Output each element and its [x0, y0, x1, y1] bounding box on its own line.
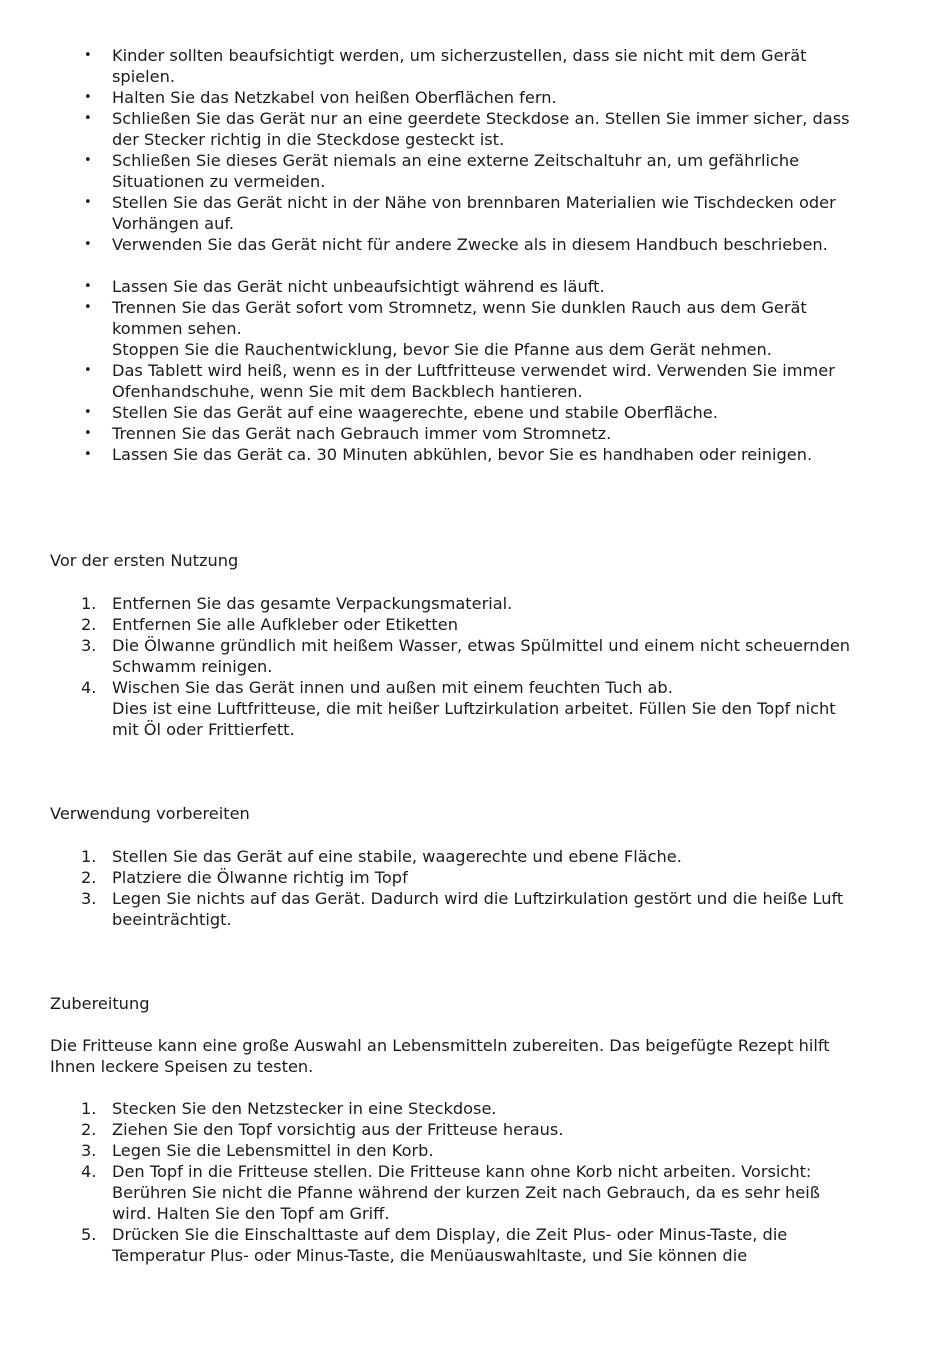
section-heading-cooking: Zubereitung [50, 994, 150, 1013]
bullet-marker: • [84, 237, 92, 252]
bullet-marker: • [84, 405, 92, 420]
step-number: 3. [81, 889, 97, 908]
list-item: Lassen Sie das Gerät nicht unbeaufsichtigt während es läuft. [112, 277, 605, 296]
section-heading-first-use: Vor der ersten Nutzung [50, 551, 239, 570]
step-number: 2. [81, 615, 97, 634]
step-text: Wischen Sie das Gerät innen und außen mit einem feuchten Tuch ab. [112, 678, 673, 697]
list-item: Verwenden Sie das Gerät nicht für andere Zwecke als in diesem Handbuch beschrieben. [112, 235, 828, 254]
bullet-marker: • [84, 90, 92, 105]
step-text: Den Topf in die Fritteuse stellen. Die Fritteuse kann ohne Korb nicht arbeiten. Vorsicht: Berühren Sie nicht die Pfanne während der kurzen Zeit nach Gebrauch, da es sehr heiß wird. Halten Sie den Topf am Griff. [112, 1162, 820, 1223]
step-text: Stellen Sie das Gerät auf eine stabile, waagerechte und ebene Fläche. [112, 847, 682, 866]
bullet-marker: • [84, 111, 92, 126]
bullet-marker: • [84, 195, 92, 210]
bullet-marker: • [84, 300, 92, 315]
bullet-marker: • [84, 426, 92, 441]
step-text: Platziere die Ölwanne richtig im Topf [112, 868, 408, 887]
step-number: 4. [81, 678, 97, 697]
step-number: 4. [81, 1162, 97, 1181]
step-text: Entfernen Sie alle Aufkleber oder Etiketten [112, 615, 458, 634]
step-number: 3. [81, 1141, 97, 1160]
step-number: 3. [81, 636, 97, 655]
list-item-continuation: Stoppen Sie die Rauchentwicklung, bevor Sie die Pfanne aus dem Gerät nehmen. [112, 340, 772, 359]
list-item: Halten Sie das Netzkabel von heißen Oberflächen fern. [112, 88, 557, 107]
step-text: Ziehen Sie den Topf vorsichtig aus der Fritteuse heraus. [112, 1120, 564, 1139]
section-heading-prepare: Verwendung vorbereiten [50, 804, 250, 823]
bullet-marker: • [84, 48, 92, 63]
list-item: Schließen Sie das Gerät nur an eine geerdete Steckdose an. Stellen Sie immer sicher, dass der Stecker richtig in die Steckdose gesteckt ist. [112, 109, 850, 149]
list-item: Schließen Sie dieses Gerät niemals an eine externe Zeitschaltuhr an, um gefährliche Situationen zu vermeiden. [112, 151, 800, 191]
bullet-marker: • [84, 447, 92, 462]
step-number: 1. [81, 1099, 97, 1118]
bullet-marker: • [84, 363, 92, 378]
step-note: Dies ist eine Luftfritteuse, die mit heißer Luftzirkulation arbeitet. Füllen Sie den Topf nicht mit Öl oder Frittierfett. [112, 699, 836, 739]
list-item: Trennen Sie das Gerät nach Gebrauch immer vom Stromnetz. [112, 424, 612, 443]
step-number: 1. [81, 847, 97, 866]
step-text: Drücken Sie die Einschalttaste auf dem Display, die Zeit Plus- oder Minus-Taste, die Temperatur Plus- oder Minus-Taste, die Menüauswahltaste, und Sie können die [112, 1225, 788, 1265]
list-item: Stellen Sie das Gerät auf eine waagerechte, ebene und stabile Oberfläche. [112, 403, 718, 422]
step-text: Legen Sie nichts auf das Gerät. Dadurch wird die Luftzirkulation gestört und die heiße Luft beeinträchtigt. [112, 889, 844, 929]
step-number: 1. [81, 594, 97, 613]
list-item: Lassen Sie das Gerät ca. 30 Minuten abkühlen, bevor Sie es handhaben oder reinigen. [112, 445, 813, 464]
step-text: Entfernen Sie das gesamte Verpackungsmaterial. [112, 594, 513, 613]
step-number: 5. [81, 1225, 97, 1244]
bullet-marker: • [84, 153, 92, 168]
cooking-intro: Die Fritteuse kann eine große Auswahl an Lebensmitteln zubereiten. Das beigefügte Rezept hilft Ihnen leckere Speisen zu testen. [50, 1036, 830, 1076]
step-text: Stecken Sie den Netzstecker in eine Steckdose. [112, 1099, 497, 1118]
list-item: Stellen Sie das Gerät nicht in der Nähe von brennbaren Materialien wie Tischdecken oder Vorhängen auf. [112, 193, 836, 233]
bullet-marker: • [84, 279, 92, 294]
step-text: Legen Sie die Lebensmittel in den Korb. [112, 1141, 434, 1160]
list-item: Kinder sollten beaufsichtigt werden, um sicherzustellen, dass sie nicht mit dem Gerät spielen. [112, 46, 807, 86]
list-item: Trennen Sie das Gerät sofort vom Stromnetz, wenn Sie dunklen Rauch aus dem Gerät kommen sehen. [112, 298, 807, 338]
list-item: Das Tablett wird heiß, wenn es in der Luftfritteuse verwendet wird. Verwenden Sie immer Ofenhandschuhe, wenn Sie mit dem Backblech hantieren. [112, 361, 835, 401]
step-number: 2. [81, 868, 97, 887]
step-number: 2. [81, 1120, 97, 1139]
step-text: Die Ölwanne gründlich mit heißem Wasser, etwas Spülmittel und einem nicht scheuernden Schwamm reinigen. [112, 636, 851, 676]
